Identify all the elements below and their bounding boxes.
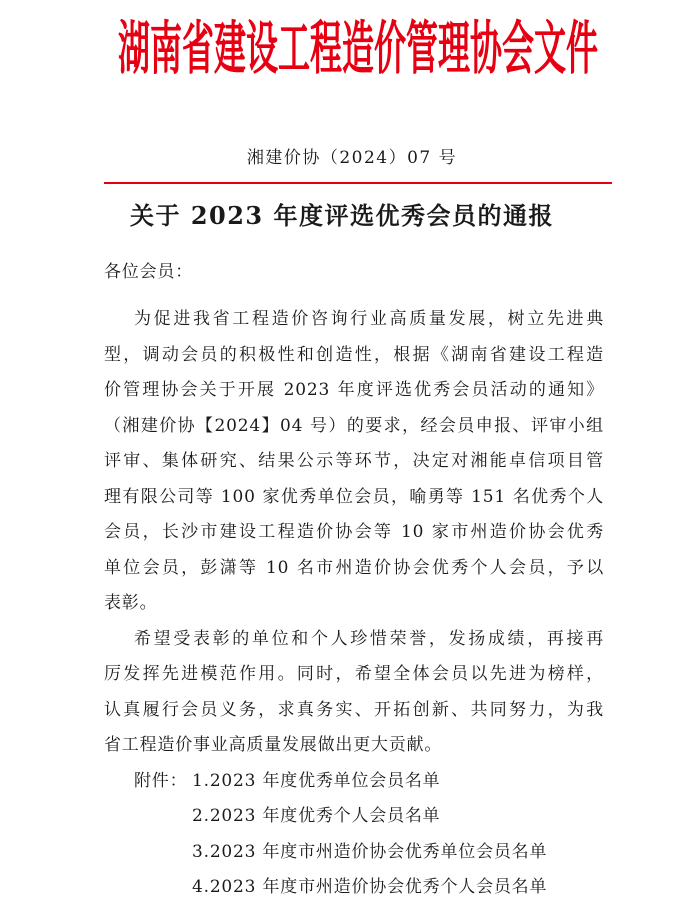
body-line: 希望受表彰的单位和个人珍惜荣誉，发扬成绩，再接再 [134,628,604,649]
body-line: 会员，长沙市建设工程造价协会等 10 家市州造价协会优秀 [104,522,604,542]
body-line: 型，调动会员的积极性和创造性，根据《湖南省建设工程造 [104,344,604,365]
body-line: 省工程造价事业高质量发展做出更大贡献。 [104,735,443,755]
paragraph-2 [104,622,604,764]
body-line: 厉发挥先进模范作用。同时，希望全体会员以先进为榜样， [104,664,604,684]
attachment-item-text: 1.2023 年度优秀单位会员名单 [192,770,441,791]
attachment-item-text: 3.2023 年度市州造价协会优秀单位会员名单 [192,841,548,862]
body-line: 理有限公司等 100 家优秀单位会员，喻勇等 151 名优秀个人 [104,486,604,507]
body-line: 单位会员，彭潇等 10 名市州造价协会优秀个人会员，予以 [104,557,604,578]
org-header-title: 湖南省建设工程造价管理协会文件 [118,13,599,83]
salutation: 各位会员： [104,262,193,282]
body-line: 为促进我省工程造价咨询行业高质量发展，树立先进典 [134,309,604,329]
header-divider [104,182,612,184]
body-line: 评审、集体研究、结果公示等环节，决定对湘能卓信项目管 [104,451,604,471]
attachments-label: 附件： [134,770,188,791]
attachment-item-text: 4.2023 年度市州造价协会优秀个人会员名单 [192,877,548,897]
attachment-item [104,799,604,835]
attachment-item [104,764,604,800]
document-body [104,302,604,906]
body-line: 认真履行会员义务，求真务实、开拓创新、共同努力，为我 [104,699,604,720]
attachment-item-text: 2.2023 年度优秀个人会员名单 [192,806,441,826]
body-line: 价管理协会关于开展 2023 年度评选优秀会员活动的通知》 [104,380,604,400]
paragraph-1 [104,302,604,622]
attachment-item [104,835,604,871]
document-number: 湘建价协（2024）07 号 [246,148,458,168]
body-line: （湘建价协【2024】04 号）的要求，经会员申报、评审小组 [104,415,604,436]
document-title: 关于 2023 年度评选优秀会员的通报 [129,201,554,230]
attachments-list [104,764,604,906]
attachment-item [104,870,604,906]
body-line: 表彰。 [104,593,158,613]
